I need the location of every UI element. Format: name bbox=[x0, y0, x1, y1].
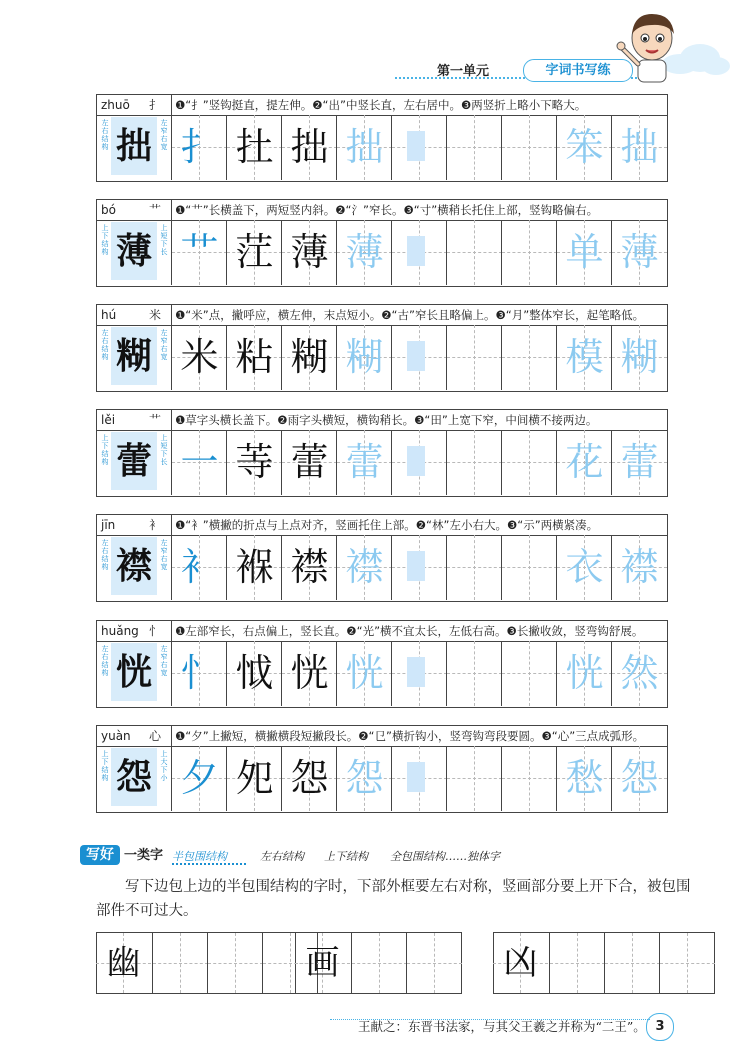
grid-cell[interactable] bbox=[336, 641, 392, 706]
grid-cell[interactable] bbox=[501, 535, 557, 600]
footer-note: 王献之：东晋书法家，与其父王羲之并称为“二王”。 bbox=[358, 1019, 646, 1034]
main-character-box bbox=[111, 537, 157, 595]
grid-cell[interactable] bbox=[556, 535, 612, 600]
character-row bbox=[96, 199, 668, 287]
pinyin: lěi bbox=[101, 413, 116, 427]
stroke-step-glyph: 米 bbox=[180, 335, 219, 379]
writing-grid bbox=[171, 746, 667, 812]
guide-line-vertical bbox=[235, 933, 236, 993]
structure-full-enclosed: 全包围结构……独体字 bbox=[390, 850, 500, 863]
grid-cell[interactable] bbox=[226, 430, 282, 495]
pinyin: zhuō bbox=[101, 98, 130, 112]
stroke-step-glyph: 恍 bbox=[345, 651, 384, 695]
stroke-step-glyph: 恍 bbox=[290, 651, 329, 695]
stroke-step-glyph: 怴 bbox=[235, 651, 274, 695]
stroke-step-glyph: 蕾 bbox=[290, 440, 329, 484]
grid-cell[interactable] bbox=[611, 220, 667, 285]
main-character-box bbox=[111, 748, 157, 806]
proportion-label: 左窄右宽 bbox=[160, 329, 168, 361]
practice-character: 幽 bbox=[106, 943, 141, 983]
stroke-step-glyph: 怨 bbox=[345, 756, 384, 800]
guide-line-vertical bbox=[290, 933, 291, 993]
practice-box bbox=[295, 932, 462, 994]
character-row bbox=[96, 725, 668, 813]
stroke-step-glyph: 恍 bbox=[565, 651, 604, 695]
practice-cell[interactable] bbox=[406, 933, 462, 993]
grid-cell[interactable] bbox=[226, 535, 282, 600]
grid-cell[interactable] bbox=[336, 535, 392, 600]
grid-cell[interactable] bbox=[171, 746, 227, 811]
stroke-step-glyph: 襟 bbox=[290, 545, 329, 589]
stroke-step-glyph: 拙 bbox=[345, 125, 384, 169]
guide-line-vertical bbox=[474, 325, 475, 390]
guide-line-vertical bbox=[474, 430, 475, 495]
grid-cell[interactable] bbox=[226, 325, 282, 390]
character-row bbox=[96, 514, 668, 602]
stroke-step-glyph: 怨 bbox=[620, 756, 659, 800]
grid-cell[interactable] bbox=[391, 746, 447, 811]
pinyin: jīn bbox=[101, 518, 116, 532]
stroke-tips: ❶“扌”竖钩挺直，提左伸。❷“出”中竖长直，左右居中。❸两竖折上略小下略大。 bbox=[171, 95, 667, 116]
stroke-step-glyph: 蕾 bbox=[620, 440, 659, 484]
pinyin-box bbox=[97, 200, 172, 221]
main-character: 薄 bbox=[115, 230, 152, 272]
stroke-step-glyph: 襟 bbox=[620, 545, 659, 589]
guide-line-vertical bbox=[529, 220, 530, 285]
grid-cell[interactable] bbox=[501, 115, 557, 180]
structure-label: 上下结构 bbox=[101, 224, 109, 256]
guide-line-vertical bbox=[474, 535, 475, 600]
stroke-tips: ❶“艹”长横盖下，两短竖内斜。❷“氵”窄长。❸“寸”横稍长托住上部，竖钩略偏右。 bbox=[171, 200, 667, 221]
stroke-step-glyph: 茳 bbox=[235, 230, 274, 274]
guide-line-vertical bbox=[180, 933, 181, 993]
grid-cell[interactable] bbox=[171, 220, 227, 285]
guide-line-vertical bbox=[529, 430, 530, 495]
stroke-step-glyph: 拙 bbox=[290, 125, 329, 169]
main-character: 蕾 bbox=[115, 440, 152, 482]
pinyin: yuàn bbox=[101, 729, 131, 743]
stroke-step-glyph: 衣 bbox=[565, 545, 604, 589]
stroke-step-glyph: 䓁 bbox=[235, 440, 274, 484]
main-character: 怨 bbox=[115, 756, 152, 798]
radical: 艹 bbox=[149, 413, 162, 427]
guide-line-vertical bbox=[434, 933, 435, 993]
grid-cell[interactable] bbox=[611, 430, 667, 495]
grid-cell[interactable] bbox=[501, 325, 557, 390]
radical: 心 bbox=[149, 729, 162, 743]
grid-cell[interactable] bbox=[171, 535, 227, 600]
grid-cell[interactable] bbox=[226, 220, 282, 285]
practice-cell[interactable] bbox=[604, 933, 660, 993]
guide-line-vertical bbox=[529, 115, 530, 180]
category-label: 一类字 bbox=[124, 848, 164, 863]
guide-line-vertical bbox=[577, 933, 578, 993]
main-character-box bbox=[111, 117, 157, 175]
practice-cell[interactable] bbox=[207, 933, 263, 993]
grid-cell[interactable] bbox=[281, 115, 337, 180]
grid-cell[interactable] bbox=[281, 746, 337, 811]
grid-cell[interactable] bbox=[336, 325, 392, 390]
writing-grid bbox=[171, 115, 667, 181]
character-row bbox=[96, 620, 668, 708]
grid-cell[interactable] bbox=[556, 746, 612, 811]
stroke-step-glyph: 襟 bbox=[345, 545, 384, 589]
radical: 艹 bbox=[149, 203, 162, 217]
guide-line-vertical bbox=[529, 325, 530, 390]
guide-line-vertical bbox=[529, 535, 530, 600]
guide-line-vertical bbox=[474, 115, 475, 180]
structure-label: 左右结构 bbox=[101, 119, 109, 151]
structure-label: 上下结构 bbox=[101, 434, 109, 466]
writing-grid bbox=[171, 220, 667, 286]
pinyin-box bbox=[97, 305, 172, 326]
main-character-box bbox=[111, 643, 157, 701]
structure-label: 上下结构 bbox=[101, 750, 109, 782]
practice-cell[interactable] bbox=[295, 933, 350, 993]
structure-top-bottom: 上下结构 bbox=[324, 850, 368, 863]
grid-cell[interactable] bbox=[391, 535, 447, 600]
radical: 忄 bbox=[149, 624, 162, 638]
writing-grid bbox=[171, 641, 667, 707]
stroke-step-glyph: 忄 bbox=[180, 651, 219, 695]
practice-cell[interactable] bbox=[96, 933, 151, 993]
proportion-label: 上短下长 bbox=[160, 224, 168, 256]
guide-line-vertical bbox=[379, 933, 380, 993]
grid-cell[interactable] bbox=[281, 641, 337, 706]
grid-cell[interactable] bbox=[391, 430, 447, 495]
main-character-box bbox=[111, 327, 157, 385]
stroke-step-glyph: 夕 bbox=[180, 756, 219, 800]
stroke-step-glyph: 糊 bbox=[620, 335, 659, 379]
radical: 衤 bbox=[149, 518, 162, 532]
main-character: 拙 bbox=[115, 125, 152, 167]
main-character-box bbox=[111, 222, 157, 280]
grid-cell[interactable] bbox=[611, 535, 667, 600]
grid-cell[interactable] bbox=[171, 325, 227, 390]
grid-cell[interactable] bbox=[336, 746, 392, 811]
proportion-label: 上短下长 bbox=[160, 434, 168, 466]
grid-cell[interactable] bbox=[391, 641, 447, 706]
main-character: 恍 bbox=[115, 651, 152, 693]
grid-cell[interactable] bbox=[336, 220, 392, 285]
stroke-step-glyph: 糊 bbox=[345, 335, 384, 379]
practice-cell[interactable] bbox=[351, 933, 407, 993]
pinyin-box bbox=[97, 95, 172, 116]
practice-cell[interactable] bbox=[659, 933, 715, 993]
grid-cell[interactable] bbox=[336, 115, 392, 180]
grid-cell[interactable] bbox=[556, 430, 612, 495]
section-title-badge: 字词书写练 bbox=[523, 59, 633, 82]
main-character: 襟 bbox=[115, 545, 152, 587]
guide-line-vertical bbox=[474, 641, 475, 706]
shaded-guide-block bbox=[407, 657, 425, 687]
grid-cell[interactable] bbox=[226, 115, 282, 180]
grid-cell[interactable] bbox=[446, 535, 502, 600]
stroke-step-glyph: 糊 bbox=[290, 335, 329, 379]
radical: 米 bbox=[149, 308, 162, 322]
stroke-step-glyph: 艹 bbox=[180, 230, 219, 274]
guide-line-vertical bbox=[632, 933, 633, 993]
grid-cell[interactable] bbox=[611, 746, 667, 811]
practice-cell[interactable] bbox=[493, 933, 548, 993]
grid-cell[interactable] bbox=[281, 430, 337, 495]
grid-cell[interactable] bbox=[391, 220, 447, 285]
grid-cell[interactable] bbox=[446, 430, 502, 495]
grid-cell[interactable] bbox=[446, 746, 502, 811]
grid-cell[interactable] bbox=[446, 325, 502, 390]
pinyin-box bbox=[97, 515, 172, 536]
shaded-guide-block bbox=[407, 551, 425, 581]
stroke-step-glyph: 扗 bbox=[235, 125, 274, 169]
structure-label: 左右结构 bbox=[101, 329, 109, 361]
grid-cell[interactable] bbox=[501, 641, 557, 706]
structure-left-right: 左右结构 bbox=[260, 850, 304, 863]
character-row bbox=[96, 94, 668, 182]
pinyin: hú bbox=[101, 308, 117, 322]
writing-grid bbox=[171, 430, 667, 496]
grid-cell[interactable] bbox=[226, 746, 282, 811]
grid-cell[interactable] bbox=[611, 325, 667, 390]
shaded-guide-block bbox=[407, 131, 425, 161]
grid-cell[interactable] bbox=[501, 746, 557, 811]
grid-cell[interactable] bbox=[281, 325, 337, 390]
pinyin-box bbox=[97, 621, 172, 642]
proportion-label: 上大下小 bbox=[160, 750, 168, 782]
grid-cell[interactable] bbox=[556, 325, 612, 390]
main-character: 糊 bbox=[115, 335, 152, 377]
stroke-step-glyph: 褓 bbox=[235, 545, 274, 589]
stroke-step-glyph: 模 bbox=[565, 335, 604, 379]
grid-cell[interactable] bbox=[611, 641, 667, 706]
stroke-step-glyph: 扌 bbox=[180, 125, 219, 169]
section-write-well bbox=[80, 845, 600, 867]
page-number: 3 bbox=[646, 1013, 674, 1041]
stroke-step-glyph: 一 bbox=[180, 440, 219, 484]
stroke-step-glyph: 薄 bbox=[290, 230, 329, 274]
practice-character: 画 bbox=[305, 943, 340, 983]
stroke-step-glyph: 蕾 bbox=[345, 440, 384, 484]
stroke-tips: ❶左部窄长，右点偏上，竖长直。❷“光”横不宜太长，左低右高。❸长撇收敛，竖弯钩舒展。 bbox=[171, 621, 667, 642]
pinyin-box bbox=[97, 410, 172, 431]
grid-cell[interactable] bbox=[391, 325, 447, 390]
grid-cell[interactable] bbox=[171, 641, 227, 706]
guide-line-vertical bbox=[474, 746, 475, 811]
stroke-step-glyph: 愁 bbox=[565, 756, 604, 800]
writing-grid bbox=[171, 535, 667, 601]
writing-grid bbox=[171, 325, 667, 391]
character-row bbox=[96, 304, 668, 392]
guide-line-vertical bbox=[529, 641, 530, 706]
guide-line-vertical bbox=[529, 746, 530, 811]
guide-line-vertical bbox=[474, 220, 475, 285]
grid-cell[interactable] bbox=[336, 430, 392, 495]
mascot-boy-illustration bbox=[612, 8, 692, 86]
practice-cell[interactable] bbox=[549, 933, 605, 993]
shaded-guide-block bbox=[407, 762, 425, 792]
proportion-label: 左窄右宽 bbox=[160, 119, 168, 151]
guide-line-vertical bbox=[687, 933, 688, 993]
stroke-tips: ❶“衤”横撇的折点与上点对齐，竖画托住上部。❷“林”左小右大。❸“示”两横紧凑。 bbox=[171, 515, 667, 536]
grid-cell[interactable] bbox=[226, 641, 282, 706]
stroke-step-glyph: 笨 bbox=[565, 125, 604, 169]
shaded-guide-block bbox=[407, 236, 425, 266]
grid-cell[interactable] bbox=[501, 430, 557, 495]
grid-cell[interactable] bbox=[556, 220, 612, 285]
grid-cell[interactable] bbox=[446, 115, 502, 180]
structure-semi-enclosed: 半包围结构 bbox=[172, 850, 227, 863]
stroke-step-glyph: 薄 bbox=[345, 230, 384, 274]
stroke-step-glyph: 单 bbox=[565, 230, 604, 274]
grid-cell[interactable] bbox=[446, 641, 502, 706]
unit-label: 第一单元 bbox=[437, 64, 490, 79]
stroke-tips: ❶草字头横长盖下。❷雨字头横短，横钩稍长。❸“田”上宽下窄，中间横不接两边。 bbox=[171, 410, 667, 431]
stroke-tips: ❶“米”点，撇呼应，横左伸，末点短小。❷“古”窄长且略偏上。❸“月”整体窄长，起笔略低。 bbox=[171, 305, 667, 326]
page-footer bbox=[330, 1013, 740, 1039]
main-character-box bbox=[111, 432, 157, 490]
practice-box bbox=[493, 932, 715, 994]
grid-cell[interactable] bbox=[611, 115, 667, 180]
grid-cell[interactable] bbox=[281, 535, 337, 600]
structure-label: 左右结构 bbox=[101, 645, 109, 677]
stroke-step-glyph: 拙 bbox=[620, 125, 659, 169]
stroke-step-glyph: 粘 bbox=[235, 335, 274, 379]
stroke-step-glyph: 然 bbox=[620, 651, 659, 695]
practice-character: 凶 bbox=[503, 943, 538, 983]
practice-cell[interactable] bbox=[152, 933, 208, 993]
stroke-step-glyph: 怨 bbox=[290, 756, 329, 800]
grid-cell[interactable] bbox=[556, 641, 612, 706]
write-well-badge: 写好 bbox=[80, 845, 120, 865]
stroke-step-glyph: 花 bbox=[565, 440, 604, 484]
proportion-label: 左窄右宽 bbox=[160, 645, 168, 677]
pinyin: huǎng bbox=[101, 624, 139, 638]
stroke-step-glyph: 薄 bbox=[620, 230, 659, 274]
proportion-label: 左窄右宽 bbox=[160, 539, 168, 571]
grid-cell[interactable] bbox=[171, 430, 227, 495]
grid-cell[interactable] bbox=[171, 115, 227, 180]
grid-cell[interactable] bbox=[556, 115, 612, 180]
pinyin-box bbox=[97, 726, 172, 747]
grid-cell[interactable] bbox=[446, 220, 502, 285]
grid-cell[interactable] bbox=[501, 220, 557, 285]
practice-box bbox=[96, 932, 318, 994]
stroke-tips: ❶“夕”上撇短，横撇横段短撇段长。❷“㔾”横折钩小，竖弯钩弯段要圆。❸“心”三点成弧形。 bbox=[171, 726, 667, 747]
character-row bbox=[96, 409, 668, 497]
instruction-paragraph: 写下边包上边的半包围结构的字时，下部外框要左右对称，竖画部分要上开下合，被包围部件不可过大。 bbox=[96, 879, 691, 919]
grid-cell[interactable] bbox=[391, 115, 447, 180]
radical: 扌 bbox=[149, 98, 162, 112]
shaded-guide-block bbox=[407, 341, 425, 371]
pinyin: bó bbox=[101, 203, 116, 217]
stroke-step-glyph: 衤 bbox=[180, 545, 219, 589]
structure-label: 左右结构 bbox=[101, 539, 109, 571]
shaded-guide-block bbox=[407, 446, 425, 476]
grid-cell[interactable] bbox=[281, 220, 337, 285]
stroke-step-glyph: 夗 bbox=[235, 756, 274, 800]
